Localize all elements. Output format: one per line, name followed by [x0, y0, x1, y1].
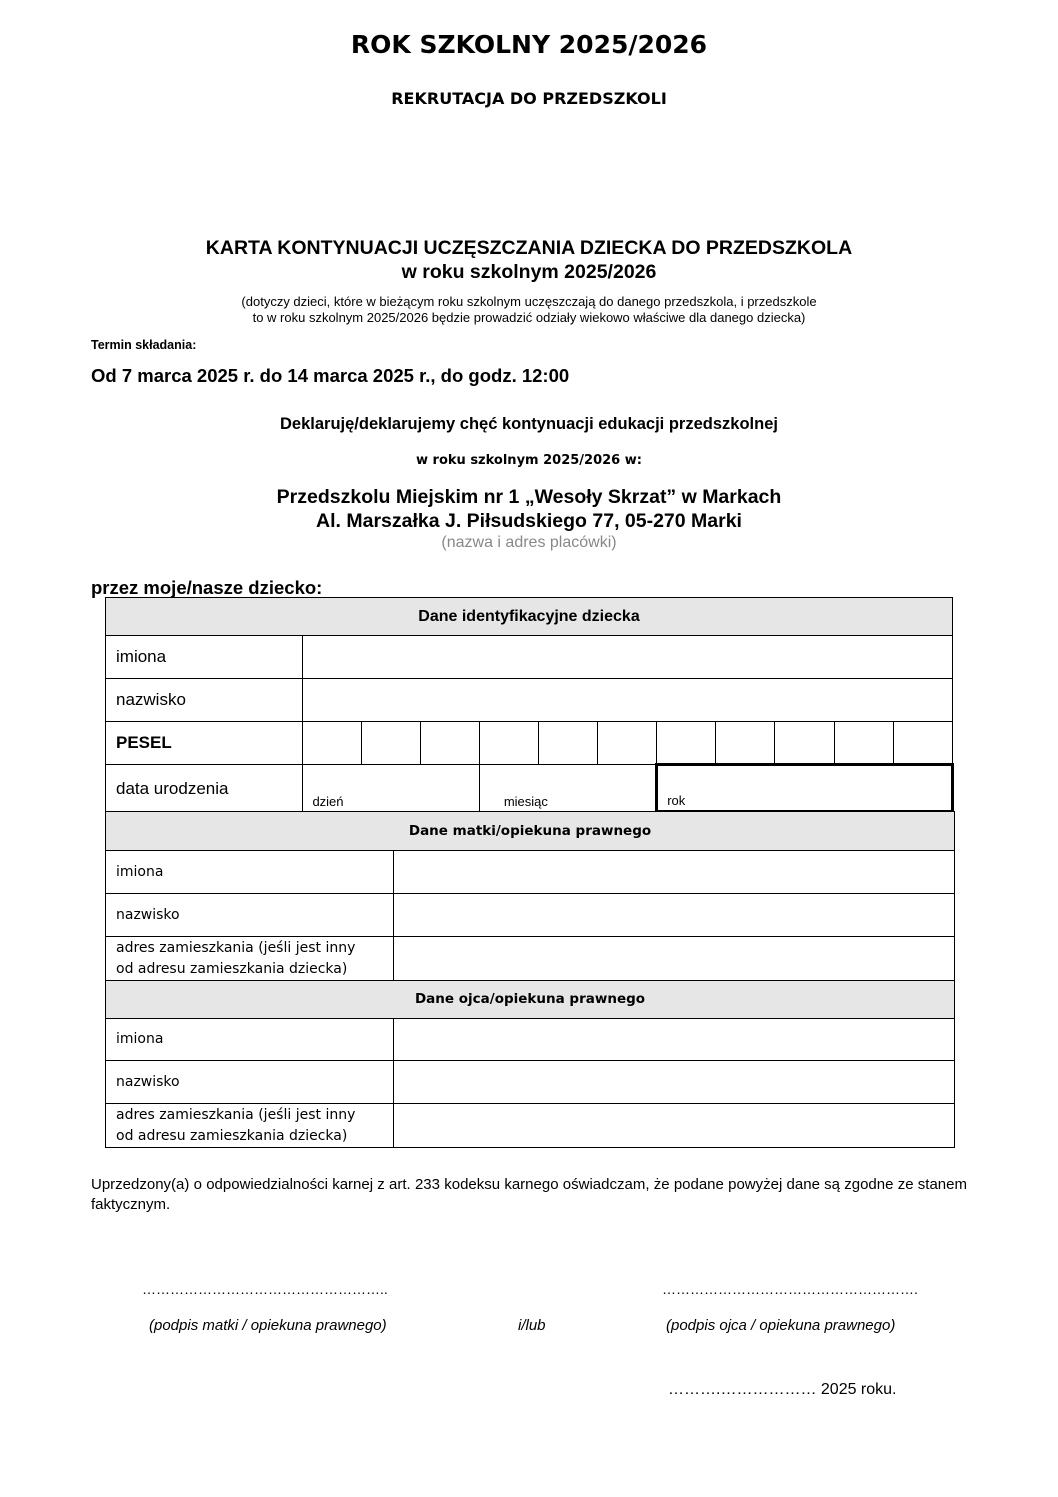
father-last-name-input[interactable]	[394, 1061, 955, 1104]
card-note-line2: to w roku szkolnym 2025/2026 będzie prowadzić odziały wiekowo właściwe dla danego dziecka)	[252, 310, 806, 325]
mother-signature-line[interactable]: ……………………………………………..	[142, 1281, 388, 1297]
child-table-header: Dane identyfikacyjne dziecka	[106, 598, 953, 636]
birth-month-input[interactable]	[479, 765, 656, 812]
father-table-header: Dane ojca/opiekuna prawnego	[106, 981, 955, 1019]
father-address-input[interactable]	[394, 1104, 955, 1148]
child-birth-date-label: data urodzenia	[106, 765, 303, 812]
child-pesel-label: PESEL	[106, 722, 303, 765]
card-title	[0, 236, 1058, 284]
card-title-line1: KARTA KONTYNUACJI UCZĘSZCZANIA DZIECKA DO PRZEDSZKOLA	[205, 237, 853, 259]
mother-first-names-input[interactable]	[394, 851, 955, 894]
father-first-names-input[interactable]	[394, 1019, 955, 1061]
child-last-name-label: nazwisko	[106, 679, 303, 722]
mother-first-names-label: imiona	[106, 851, 394, 894]
pesel-digit-box[interactable]	[303, 722, 361, 765]
mother-table-header: Dane matki/opiekuna prawnego	[106, 812, 955, 851]
father-address-label-line2: od adresu zamieszkania dziecka)	[116, 1127, 348, 1144]
statement: Uprzedzony(a) o odpowiedzialności karnej z art. 233 kodeksu karnego oświadczam, że podane powyżej dane są zgodne ze stanem faktycznym.	[91, 1176, 967, 1213]
signature-conjunction: i/lub	[518, 1317, 546, 1334]
institution	[0, 485, 1058, 533]
birth-year-label: rok	[667, 793, 686, 808]
declaration-line1: Deklaruję/deklarujemy chęć kontynuacji edukacji przedszkolnej	[280, 415, 778, 433]
father-table	[105, 980, 955, 1148]
pesel-digit-box[interactable]	[598, 722, 657, 765]
card-note	[0, 294, 1058, 326]
by-child-label: przez moje/nasze dziecko:	[91, 577, 323, 598]
date-line[interactable]: ……….……………… 2025 roku.	[668, 1381, 897, 1398]
father-signature-label: (podpis ojca / opiekuna prawnego)	[666, 1317, 896, 1334]
father-last-name-label: nazwisko	[106, 1061, 394, 1104]
deadline-value: Od 7 marca 2025 r. do 14 marca 2025 r., do godz. 12:00	[91, 365, 570, 386]
deadline-label: Termin składania:	[91, 338, 197, 352]
declaration-line2: w roku szkolnym 2025/2026 w:	[416, 453, 642, 468]
pesel-digit-box[interactable]	[538, 722, 597, 765]
pesel-digit-box[interactable]	[657, 722, 716, 765]
mother-address-input[interactable]	[394, 937, 955, 981]
mother-address-label-line1: adres zamieszkania (jeśli jest inny	[116, 939, 356, 956]
card-title-line2: w roku szkolnym 2025/2026	[401, 261, 657, 283]
father-signature-line[interactable]: ……………………………………………….	[662, 1281, 918, 1297]
pesel-digit-box[interactable]	[716, 722, 775, 765]
birth-day-input[interactable]	[303, 765, 479, 812]
pesel-digit-box[interactable]	[834, 722, 893, 765]
father-first-names-label: imiona	[106, 1019, 394, 1061]
father-address-label	[106, 1104, 394, 1148]
institution-address: Al. Marszałka J. Piłsudskiego 77, 05-270 Marki	[316, 510, 742, 532]
birth-month-label: miesiąc	[503, 794, 548, 809]
father-address-label-line1: adres zamieszkania (jeśli jest inny	[116, 1106, 356, 1123]
child-first-names-label: imiona	[106, 636, 303, 679]
pesel-digit-box[interactable]	[775, 722, 834, 765]
institution-name: Przedszkolu Miejskim nr 1 „Wesoły Skrzat” w Markach	[276, 486, 782, 508]
birth-year-input[interactable]	[657, 765, 953, 812]
mother-address-label-line2: od adresu zamieszkania dziecka)	[116, 960, 348, 977]
mother-table	[105, 811, 955, 981]
card-note-line1: (dotyczy dzieci, które w bieżącym roku szkolnym uczęszczają do danego przedszkola, i przedszkole	[241, 294, 817, 309]
mother-last-name-input[interactable]	[394, 894, 955, 937]
mother-last-name-label: nazwisko	[106, 894, 394, 937]
pesel-digit-box[interactable]	[479, 722, 538, 765]
institution-hint: (nazwa i adres placówki)	[441, 534, 617, 551]
pesel-digit-box[interactable]	[420, 722, 479, 765]
page-title: ROK SZKOLNY 2025/2026	[350, 30, 708, 59]
birth-day-label: dzień	[312, 794, 344, 809]
child-last-name-input[interactable]	[303, 679, 953, 722]
mother-address-label	[106, 937, 394, 981]
page-subtitle: REKRUTACJA DO PRZEDSZKOLI	[391, 89, 667, 108]
mother-signature-label: (podpis matki / opiekuna prawnego)	[149, 1317, 387, 1334]
pesel-digit-box[interactable]	[893, 722, 952, 765]
pesel-digit-box[interactable]	[361, 722, 420, 765]
child-first-names-input[interactable]	[303, 636, 953, 679]
child-table	[105, 597, 954, 813]
